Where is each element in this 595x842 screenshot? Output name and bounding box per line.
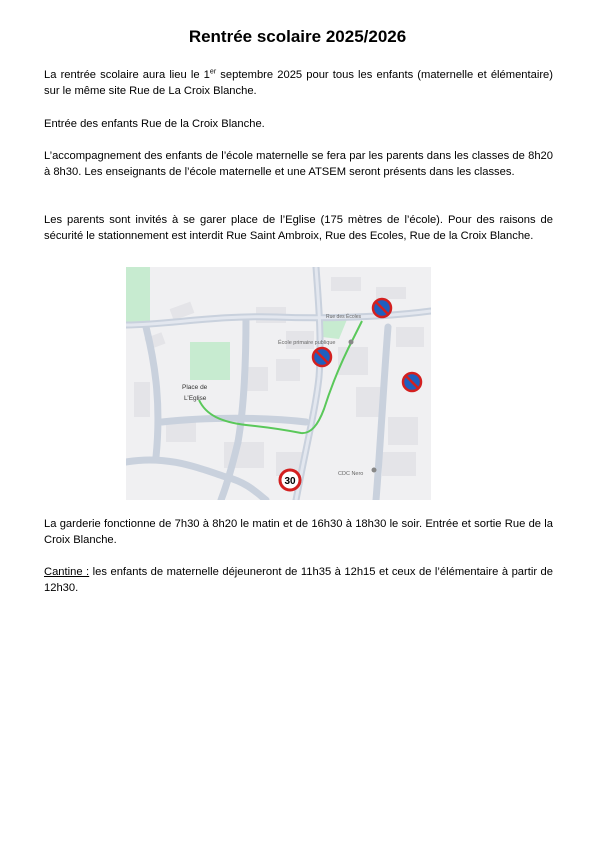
- no-parking-icon: [373, 299, 391, 317]
- paragraph-cantine: [44, 564, 553, 596]
- paragraph-accompagnement: L’accompagnement des enfants de l’école maternelle se fera par les parents dans les classes de 8h20 à 8h30. Les enseignants de l’école maternelle et une ATSEM seront présents dans les classes.: [44, 150, 553, 178]
- street-map: [126, 267, 431, 500]
- paragraph-stationnement: Les parents sont invités à se garer place de l’Eglise (175 mètres de l’école). Pour des raisons de sécurité le stationnement est interdit Rue Saint Ambroix, Rue des Ecoles, Rue de la Croix Blanche.: [44, 214, 553, 242]
- no-parking-icon: [403, 373, 421, 391]
- school-pin-icon: [349, 340, 354, 345]
- street-label-ecoles: Rue des Écoles: [326, 314, 362, 320]
- street-map-svg: [126, 267, 431, 500]
- page-title: Rentrée scolaire 2025/2026: [188, 27, 407, 46]
- park-area-left: [126, 267, 150, 325]
- poi-cdc-label: CDC Nero: [338, 471, 364, 477]
- speed-limit-icon: [280, 470, 300, 490]
- paragraph-rentree-date: [44, 67, 553, 99]
- paragraph-entree: Entrée des enfants Rue de la Croix Blanche.: [44, 118, 265, 130]
- school-label: École primaire publique: [278, 340, 336, 346]
- place-label-line2: L’Eglise: [184, 395, 207, 402]
- speed-limit-value: 30: [284, 476, 296, 487]
- park-area-place: [190, 342, 230, 380]
- paragraph-rentree-text-start: La rentrée scolaire aura lieu le 1: [44, 69, 210, 81]
- place-label-line1: Place de: [182, 384, 208, 391]
- ordinal-superscript: er: [209, 68, 217, 76]
- cantine-label: Cantine :: [44, 566, 90, 578]
- no-parking-icon: [313, 348, 331, 366]
- cantine-text: les enfants de maternelle déjeuneront de 11h35 à 12h15 et ceux de l’élémentaire à partir de 12h30.: [44, 566, 553, 594]
- paragraph-garderie: La garderie fonctionne de 7h30 à 8h20 le matin et de 16h30 à 18h30 le soir. Entrée et sortie Rue de la Croix Blanche.: [44, 518, 553, 546]
- paragraph-rentree-text-end: septembre 2025 pour tous les enfants (maternelle et élémentaire) sur le même site Rue de La Croix Blanche.: [44, 69, 554, 97]
- cdc-pin-icon: [372, 468, 377, 473]
